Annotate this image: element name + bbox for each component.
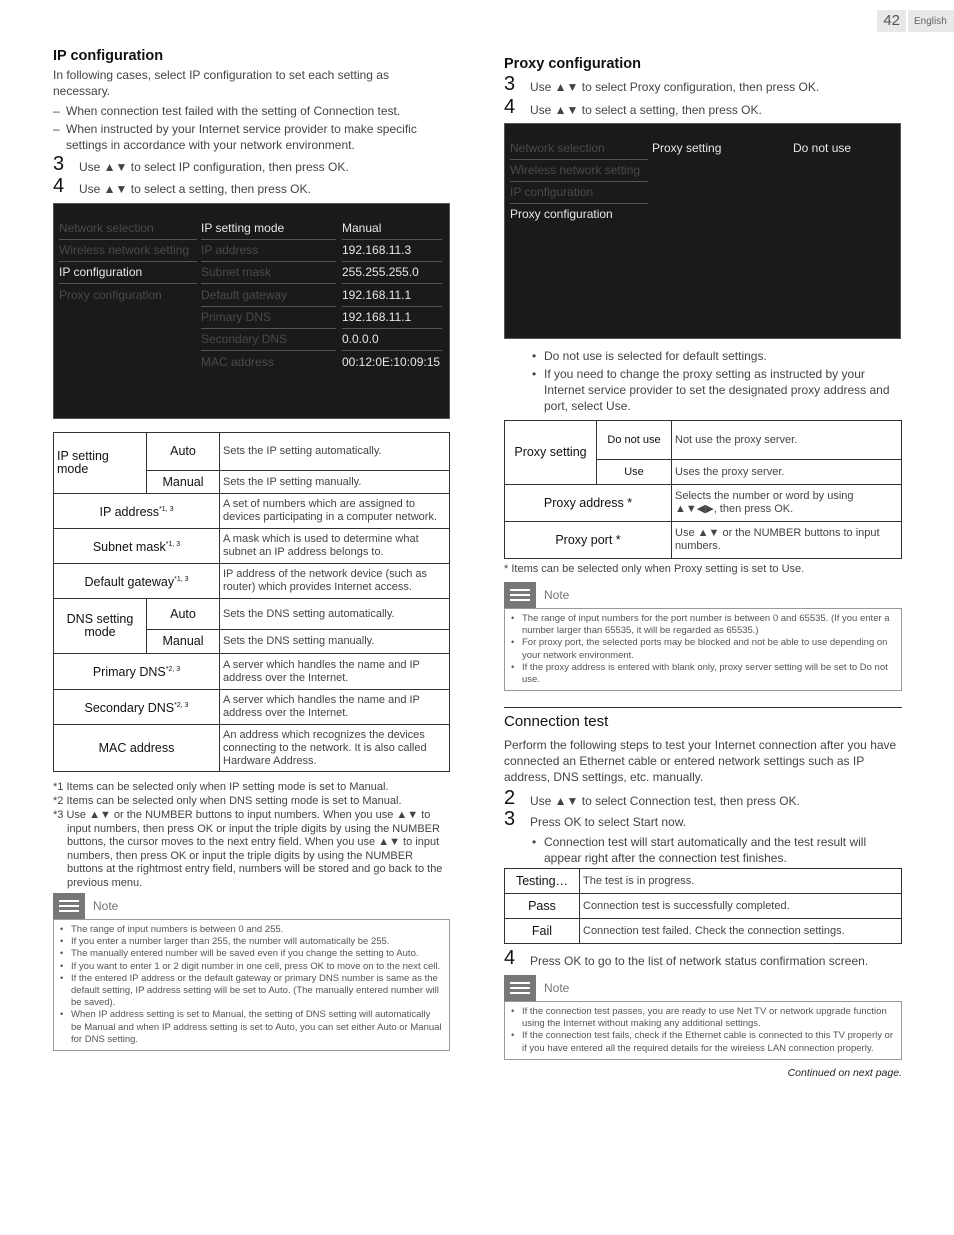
ip-intro: In following cases, select IP configuration to set each setting as necessary.: [53, 68, 389, 98]
subnet-mask-desc: A mask which is used to determine what subnet an IP address belongs to.: [220, 529, 450, 564]
step-number: 2: [504, 787, 516, 809]
menu-proxy-setting[interactable]: Proxy setting: [652, 141, 722, 155]
ip-step-3: [53, 153, 450, 176]
note-item: • If the connection test passes, you are ready to use Net TV or network upgrade function using the Internet without making any additional settings.: [511, 1006, 895, 1030]
step-number: 4: [504, 947, 516, 969]
superscript: *2, 3: [165, 666, 181, 674]
dns-setting-mode-cell: DNS setting mode: [54, 599, 147, 654]
menu-ip-address[interactable]: IP address: [201, 242, 336, 262]
step-number: 4: [504, 96, 516, 118]
note-item: • The range of input numbers is between 0 and 255.: [60, 924, 443, 936]
ip-dash-1: – When connection test failed with the setting of Connection test.: [53, 103, 450, 119]
note-label: Note: [544, 588, 570, 602]
result-testing-desc: The test is in progress.: [580, 869, 902, 894]
proxy-footnote: * Items can be selected only when Proxy setting is set to Use.: [504, 563, 805, 575]
step-number: 3: [504, 808, 516, 830]
note-item: • If you want to enter 1 or 2 digit number in one cell, press OK to move on to the next cell.: [60, 961, 443, 973]
step-number: 3: [53, 153, 65, 175]
menu-value-ip-address: 192.168.11.3: [342, 242, 442, 262]
conn-step-3: [504, 808, 902, 831]
menu-item-proxy-configuration[interactable]: Proxy configuration: [510, 207, 613, 221]
proxy-menu-screen: [504, 123, 901, 339]
proxy-step-4: [504, 96, 902, 119]
note-header: [53, 893, 450, 919]
ip-setting-mode-cell: IP setting mode: [54, 433, 147, 494]
note-item: • If the entered IP address or the default gateway or primary DNS number is same as the default setting, IP address setting will be set to Auto. (The manually entered number will be saved).: [60, 973, 443, 1010]
label: Secondary DNS: [84, 701, 175, 716]
menu-ip-setting-mode[interactable]: IP setting mode: [201, 220, 336, 240]
result-pass: Pass: [505, 894, 580, 919]
proxy-note: [504, 582, 902, 691]
menu-primary-dns[interactable]: Primary DNS: [201, 309, 336, 329]
label: Proxy address: [543, 495, 624, 510]
proxy-address-cell: Proxy address *: [505, 485, 672, 522]
menu-item-wireless-network-setting[interactable]: Wireless network setting: [59, 242, 197, 262]
note-header: [504, 975, 902, 1001]
step-number: 3: [504, 73, 516, 95]
auto-cell: Auto: [147, 433, 220, 471]
note-item: • If the connection test fails, check if the Ethernet cable is connected to this TV properly or if you have entered all the required details for the wireless LAN connection properly.: [511, 1030, 895, 1054]
page-language: English: [908, 10, 954, 32]
mac-address-desc: An address which recognizes the devices connecting to the network. It is also called Hardware Address.: [220, 725, 450, 772]
proxy-bullet-1: • Do not use is selected for default settings.: [530, 348, 902, 364]
do-not-use-desc: Not use the proxy server.: [672, 421, 902, 460]
ip-settings-table: [53, 432, 450, 772]
menu-secondary-dns[interactable]: Secondary DNS: [201, 331, 336, 351]
manual-desc: Sets the IP setting manually.: [220, 471, 450, 494]
note-label: Note: [544, 981, 570, 995]
conn-step-4: [504, 947, 902, 970]
default-gateway-desc: IP address of the network device (such as router) which provides Internet access.: [220, 564, 450, 599]
superscript: *1, 3: [174, 575, 189, 583]
step-text: Use ▲▼ to select a setting, then press OK.: [79, 182, 311, 196]
proxy-settings-table: [504, 420, 902, 559]
auto-desc: Sets the IP setting automatically.: [220, 433, 450, 471]
dns-auto-cell: Auto: [147, 599, 220, 630]
note-icon: [53, 893, 85, 919]
menu-item-network-selection[interactable]: Network selection: [510, 140, 648, 160]
dns-auto-desc: Sets the DNS setting automatically.: [220, 599, 450, 630]
section-divider: [504, 707, 902, 708]
proxy-port-desc: Use ▲▼ or the NUMBER buttons to input numbers.: [672, 522, 902, 559]
page-number: 42: [877, 10, 906, 32]
step-text: Use ▲▼ to select Proxy configuration, then press OK.: [530, 80, 820, 94]
ip-title: IP configuration: [53, 48, 164, 64]
proxy-bullet-2: • If you need to change the proxy setting as instructed by your Internet service provider to set the designated proxy address and port, select Use.: [530, 366, 902, 414]
ip-footnote-1: *1 Items can be selected only when IP setting mode is set to Manual.: [53, 781, 389, 793]
result-testing: Testing…: [505, 869, 580, 894]
result-fail: Fail: [505, 919, 580, 944]
note-body: [504, 1001, 902, 1060]
connection-result-table: [504, 868, 902, 944]
ip-address-desc: A set of numbers which are assigned to devices participating in a computer network.: [220, 494, 450, 529]
do-not-use-cell: Do not use: [597, 421, 672, 460]
ip-footnote-3: *3 Use ▲▼ or the NUMBER buttons to input numbers. When you use ▲▼ to input numbers, then press OK or input the triple digits by using the NUMBER buttons, the cursor moves to the next entry field. When you use ▲▼ to input numbers, then press OK or input the triple digits by using the NUMBER buttons at the rightmost entry field, numbers will be stored and go back to the previous menu.: [53, 809, 443, 889]
mac-address-cell: MAC address: [54, 725, 220, 772]
menu-mac-address: MAC address: [201, 355, 274, 369]
menu-value-ip-mode: Manual: [342, 220, 442, 240]
menu-value-secondary-dns: 0.0.0.0: [342, 331, 442, 351]
page-tag: [877, 10, 954, 32]
note-body: [504, 608, 902, 691]
note-item: • If you enter a number larger than 255, the number will automatically be 255.: [60, 936, 443, 948]
menu-item-network-selection[interactable]: Network selection: [59, 220, 197, 240]
note-item: • The manually entered number will be saved even if you change the setting to Auto.: [60, 948, 443, 960]
conn-step-2: [504, 787, 902, 810]
menu-value-proxy-setting: Do not use: [793, 141, 852, 155]
menu-subnet-mask[interactable]: Subnet mask: [201, 264, 336, 284]
note-label: Note: [93, 899, 119, 913]
use-cell: Use: [597, 460, 672, 485]
menu-default-gateway[interactable]: Default gateway: [201, 287, 336, 307]
primary-dns-desc: A server which handles the name and IP address over the Internet.: [220, 654, 450, 690]
result-pass-desc: Connection test is successfully completed.: [580, 894, 902, 919]
proxy-setting-cell: Proxy setting: [505, 421, 597, 485]
step-text: Press OK to go to the list of network status confirmation screen.: [530, 954, 869, 968]
primary-dns-cell: [54, 654, 220, 690]
step-text: Use ▲▼ to select IP configuration, then press OK.: [79, 160, 349, 174]
ip-address-cell: [54, 494, 220, 529]
label: Default gateway: [84, 575, 175, 590]
note-item: • If the proxy address is entered with blank only, proxy server setting will be set to Do not use.: [511, 662, 895, 686]
use-desc: Uses the proxy server.: [672, 460, 902, 485]
connection-test-intro: Perform the following steps to test your Internet connection after you have connected an Ethernet cable or entered network settings such as IP address, DNS settings, etc. manually.: [504, 738, 897, 784]
label: Primary DNS: [92, 665, 166, 680]
secondary-dns-desc: A server which handles the name and IP address over the Internet.: [220, 690, 450, 725]
menu-item-ip-configuration[interactable]: IP configuration: [59, 264, 197, 284]
label: Proxy port: [555, 532, 613, 547]
dns-manual-cell: Manual: [147, 630, 220, 654]
note-icon: [504, 582, 536, 608]
ip-step-4: [53, 175, 450, 198]
menu-value-mac: 00:12:0E:10:09:15: [342, 355, 441, 369]
menu-value-primary-dns: 192.168.11.1: [342, 309, 442, 329]
note-item: • When IP address setting is set to Manual, the setting of DNS setting will automatically be Manual and when IP address setting is set to Auto, you can set either Auto or Manual for DNS setting.: [60, 1009, 443, 1046]
dns-manual-desc: Sets the DNS setting manually.: [220, 630, 450, 654]
step-number: 4: [53, 175, 65, 197]
note-item: • The range of input numbers for the port number is between 0 and 65535. (If you enter a number larger than 65535, it will be regarded as 65535.): [511, 613, 895, 637]
connection-test-title: Connection test: [504, 713, 609, 730]
secondary-dns-cell: [54, 690, 220, 725]
menu-item-proxy-configuration[interactable]: Proxy configuration: [59, 288, 162, 302]
superscript: *1, 3: [159, 505, 174, 513]
proxy-address-desc: Selects the number or word by using ▲▼◀▶, then press OK.: [672, 485, 902, 522]
note-header: [504, 582, 902, 608]
superscript: *2, 3: [174, 701, 189, 709]
step-text: Press OK to select Start now.: [530, 815, 687, 829]
ip-menu-screen: [53, 203, 450, 419]
label: IP address: [99, 505, 160, 520]
menu-item-ip-configuration[interactable]: IP configuration: [510, 184, 648, 204]
label: Subnet mask: [92, 540, 166, 555]
note-item: • For proxy port, the selected ports may be blocked and not be able to use depending on your network environment.: [511, 637, 895, 661]
result-fail-desc: Connection test failed. Check the connection settings.: [580, 919, 902, 944]
ip-footnote-2: *2 Items can be selected only when DNS setting mode is set to Manual.: [53, 795, 402, 807]
superscript: *1, 3: [165, 540, 181, 548]
proxy-title: Proxy configuration: [504, 56, 641, 72]
note-body: [53, 919, 450, 1051]
conn-bullet: • Connection test will start automatically and the test result will appear right after the connection test finishes.: [530, 834, 902, 866]
manual-cell: Manual: [147, 471, 220, 494]
menu-item-wireless-network-setting[interactable]: Wireless network setting: [510, 162, 648, 182]
ip-dash-2: – When instructed by your Internet service provider to make specific settings in accordance with your network environment.: [53, 121, 450, 153]
step-text: Use ▲▼ to select Connection test, then press OK.: [530, 794, 800, 808]
note-icon: [504, 975, 536, 1001]
ip-note: [53, 893, 450, 1051]
menu-value-subnet: 255.255.255.0: [342, 264, 442, 284]
conn-note: [504, 975, 902, 1060]
subnet-mask-cell: [54, 529, 220, 564]
proxy-port-cell: Proxy port *: [505, 522, 672, 559]
default-gateway-cell: [54, 564, 220, 599]
menu-value-gateway: 192.168.11.1: [342, 287, 442, 307]
step-text: Use ▲▼ to select a setting, then press OK.: [530, 103, 762, 117]
proxy-step-3: [504, 73, 902, 96]
continued-note: Continued on next page.: [787, 1067, 902, 1079]
